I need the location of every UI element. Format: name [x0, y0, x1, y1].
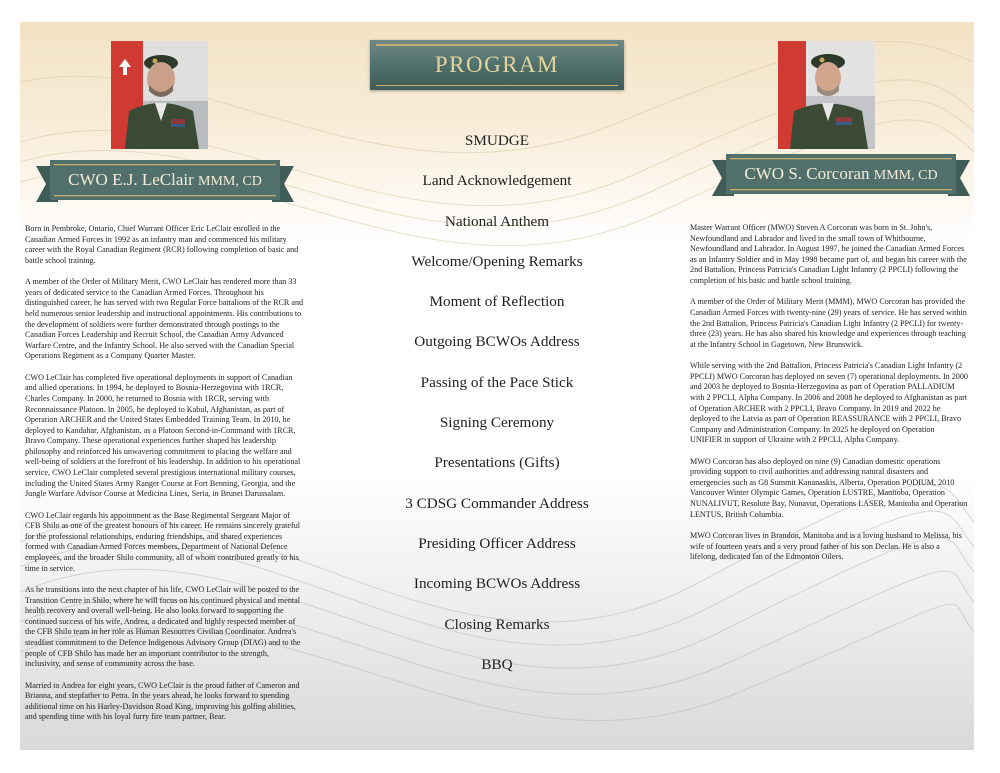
corcoran-name-banner — [712, 152, 970, 200]
program-item: Closing Remarks — [444, 615, 550, 633]
corcoran-postnominal: MMM, CD — [873, 168, 938, 183]
bio-paragraph: MWO Corcoran lives in Brandon, Manitoba and is a loving husband to Melissa, his wife of fourteen years and a very proud father of his son Declan. He is also a lifelong, dedicated fan of the Edmonton Oilers. — [690, 531, 962, 562]
leclair-name: CWO E.J. LeClair — [68, 170, 194, 189]
bio-paragraph: A member of the Order of Military Merit, CWO LeClair has rendered more than 33 years of dedicated service to the Canadian Armed Forces. Throughout his distinguished career, he has served with two Regular Force battalions of the RCR and held numerous senior leadership and instructional appointments. His contributions to the development of soldiers were further demonstrated through postings to the Canadian Forces Leadership and Recruit School, the Canadian Army Advanced Warfare Centre, and the Infantry School. He also served with the Canadian Special Operations Regiment as a Company Quarter Master. — [25, 277, 304, 361]
leclair-portrait — [111, 41, 208, 149]
program-item: SMUDGE — [464, 132, 530, 149]
program-brochure — [20, 22, 974, 750]
bio-paragraph: Master Warrant Officer (MWO) Steven A Corcoran was born in St. John's, Newfoundland and Labrador and lived in the small town of Whitbourne, Newfoundland and Labrador. In August 1997, he joined the Canadian Armed Forces as an Infantry Soldier and in May 1998 became part of, and began his career with the 2nd Battalion, Princess Patricia's Canadian Light Infantry (2 PPCLI) following the completion of his basic and battle school training. — [690, 223, 967, 285]
bio-paragraph: CWO LeClair has completed five operational deployments in support of Canadian and allied operations. In 1994, he deployed to Bosnia-Herzegovina with 1RCR, Charles Company. In 2000, he returned to Bosnia with 1RCR, serving with Reconnaissance Platoon. In 2005, he deployed to Kabul, Afghanistan, as part of Operation ARCHER and the United States Embedded Training Team. In 2010, he deployed to Kandahar, Afghanistan, as a Platoon Second-in-Command with 1RCR, Bravo Company. These operational experiences further shaped his leadership philosophy and reinforced his unwavering commitment to placing the welfare and well-being of soldiers at the forefront of his leadership. In addition to his operational service, CWO LeClair completed several prestigious international military courses, including the United States Army Ranger Course at Fort Benning, Georgia, and the Jungle Warfare Advisor Course at Medicina Lines, Seria, in Brunei Darussalam. — [25, 372, 301, 499]
leclair-postnominal: MMM, CD — [198, 174, 262, 189]
left-profile — [20, 22, 310, 750]
program-header — [370, 40, 624, 90]
corcoran-bio — [690, 223, 968, 574]
leclair-name-banner — [36, 158, 294, 206]
program-item: Moment of Reflection — [429, 293, 565, 311]
program-item: Presiding Officer Address — [418, 534, 576, 552]
bio-paragraph: MWO Corcoran has also deployed on nine (9) Canadian domestic operations providing support to civil authorities and addressing natural disasters and emergencies such as G8 Summit Kananaskis, Alberta, Operation PODIUM, 2010 Vancouver Winter Olympic Games, Operation LUSTRE, Manitoba, Operation NUNALIVUT, Resolute Bay, Nunavut, Operations LASER, Manitoba and Operation LENTUS, British Columbia. — [690, 456, 968, 519]
program-item: Land Acknowledgement — [422, 172, 572, 190]
bio-paragraph: Married to Andrea for eight years, CWO LeClair is the proud father of Cameron and Brianna, and stepfather to Petra. In the years ahead, he looks forward to spending additional time on his Harley-Davidson Road King, improving his golfing abilities, and spending time with his loyal furry fire team partner, Bear. — [25, 680, 300, 722]
bio-paragraph: While serving with the 2nd Battalion, Princess Patricia's Canadian Light Infantry (2 PPCLI) MWO Corcoran has deployed on seven (7) operational deployments. In 2000 and 2003 he deployed to Bosnia-Herzegovina as part of Operation PALLADIUM with 2 PPCLI, Alpha Company. In 2006 and 2008 he deployed to Afghanistan as part of Operation ARCHER with 2 PPCLI, Bravo Company. In 2019 and 2022 he deployed to the Latvia as part of Operation REASSURANCE with 2 PPCLI, Bravo Company and Administration Company. In 2025 he deployed on Operation UNIFIER in support of Ukraine with 2 PPCLI, Alpha Company. — [690, 361, 968, 445]
program-item: Incoming BCWOs Address — [413, 575, 581, 593]
program-column — [370, 22, 624, 750]
program-item: Outgoing BCWOs Address — [414, 333, 580, 351]
corcoran-name: CWO S. Corcoran — [744, 164, 870, 183]
bio-paragraph: CWO LeClair regards his appointment as the Base Regimental Sergeant Major of CFB Shilo as one of the greatest honours of his career. He remains sincerely grateful for the professional relationships, enduring friendships, and shared experiences formed with Canadian Armed Forces members, Department of National Defence employees, and the broader Shilo community, all of whom contributed greatly to his time in service. — [25, 510, 301, 573]
program-item: Signing Ceremony — [439, 414, 555, 432]
program-item: Passing of the Pace Stick — [420, 373, 574, 391]
bio-paragraph: As he transitions into the next chapter of his life, CWO LeClair will be posted to the Transition Centre in Shilo, where he will focus on his continued physical and mental health recovery and overall well-being. He also looks forward to supporting the continued success of his wife, Andrea, a dedicated and highly respected member of the CFB Shilo team in her role as Human Resources Civilian Coordinator. Andrea's steadfast commitment to the Defence Indigenous Advisory Group (DIAG) and to the people of CFB Shilo has made her an important contributor to the strength, inclusivity, and sense of community across the base. — [25, 585, 301, 669]
program-item: BBQ — [481, 655, 513, 673]
program-item: National Anthem — [444, 212, 550, 230]
bio-paragraph: Born in Pembroke, Ontario, Chief Warrant Officer Eric LeClair enrolled in the Canadian Armed Forces in 1992 as an infantry man and commenced his military career with the Royal Canadian Regiment (RCR) following completion of basic and battle school training. — [25, 224, 299, 265]
leclair-bio — [25, 224, 305, 734]
program-list — [370, 130, 624, 694]
right-profile — [680, 22, 974, 750]
corcoran-portrait — [778, 41, 875, 149]
program-item: Welcome/Opening Remarks — [411, 252, 583, 270]
program-title: PROGRAM — [434, 52, 560, 77]
program-item: 3 CDSG Commander Address — [405, 494, 589, 512]
program-item: Presentations (Gifts) — [434, 454, 560, 472]
bio-paragraph: A member of the Order of Military Merit (MMM), MWO Corcoran has provided the Canadian Armed Forces with twenty-nine (29) years of service. He has served within the 2nd Battalion, Princess Patricia's Canadian Light Infantry (2 PPCLI) for twenty-three (23) years. He has also shared his knowledge and experiences through teaching at the Infantry School in Gagetown, New Brunswick. — [690, 297, 967, 349]
